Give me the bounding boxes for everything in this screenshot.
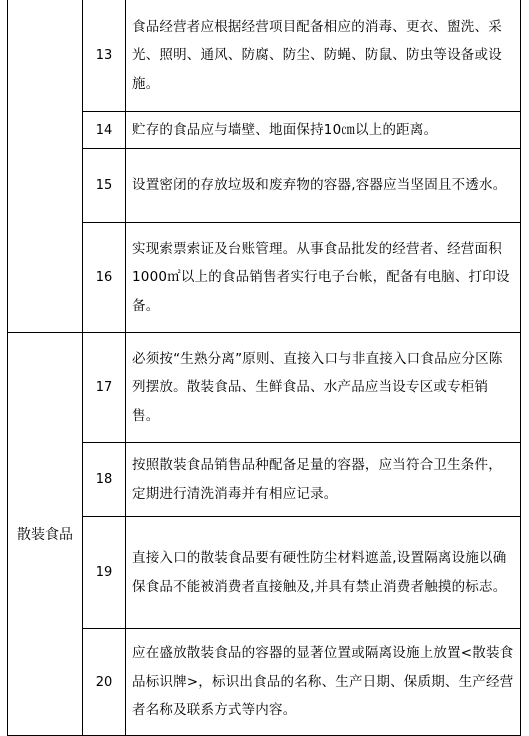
row-content: 贮存的食品应与墙壁、地面保持10㎝以上的距离。 <box>126 112 521 149</box>
row-content: 直接入口的散装食品要有硬性防尘材料遮盖,设置隔离设施以确保食品不能被消费者直接触及,并具有禁止消费者触摸的标志。 <box>126 517 521 629</box>
table-row <box>8 629 521 736</box>
row-number: 20 <box>83 629 126 736</box>
row-number: 13 <box>83 0 126 112</box>
table-row <box>8 223 521 333</box>
table-row <box>8 443 521 517</box>
row-content: 按照散装食品销售品种配备足量的容器，应当符合卫生条件，定期进行清洗消毒并有相应记录。 <box>126 443 521 517</box>
row-number: 14 <box>83 112 126 149</box>
table-row <box>8 149 521 223</box>
row-content: 实现索票索证及台账管理。从事食品批发的经营者、经营面积1000㎡以上的食品销售者实行电子台帐，配备有电脑、打印设备。 <box>126 223 521 333</box>
row-number: 17 <box>83 333 126 443</box>
row-number: 18 <box>83 443 126 517</box>
row-content: 应在盛放散装食品的容器的显著位置或隔离设施上放置<散装食品标识牌>，标识出食品的名称、生产日期、保质期、生产经营者名称及联系方式等内容。 <box>126 629 521 736</box>
category-cell-empty <box>8 0 83 333</box>
row-content: 必须按“生熟分离”原则、直接入口与非直接入口食品应分区陈列摆放。散装食品、生鲜食品、水产品应当设专区或专柜销售。 <box>126 333 521 443</box>
table-row <box>8 517 521 629</box>
regulation-table <box>7 0 521 736</box>
row-number: 15 <box>83 149 126 223</box>
category-cell-bulk-food: 散装食品 <box>8 333 83 736</box>
row-number: 16 <box>83 223 126 333</box>
table-row <box>8 0 521 112</box>
row-number: 19 <box>83 517 126 629</box>
row-content: 食品经营者应根据经营项目配备相应的消毒、更衣、盥洗、采光、照明、通风、防腐、防尘、防蝇、防鼠、防虫等设备或设施。 <box>126 0 521 112</box>
row-content: 设置密闭的存放垃圾和废弃物的容器,容器应当坚固且不透水。 <box>126 149 521 223</box>
table-row <box>8 112 521 149</box>
table-row <box>8 333 521 443</box>
